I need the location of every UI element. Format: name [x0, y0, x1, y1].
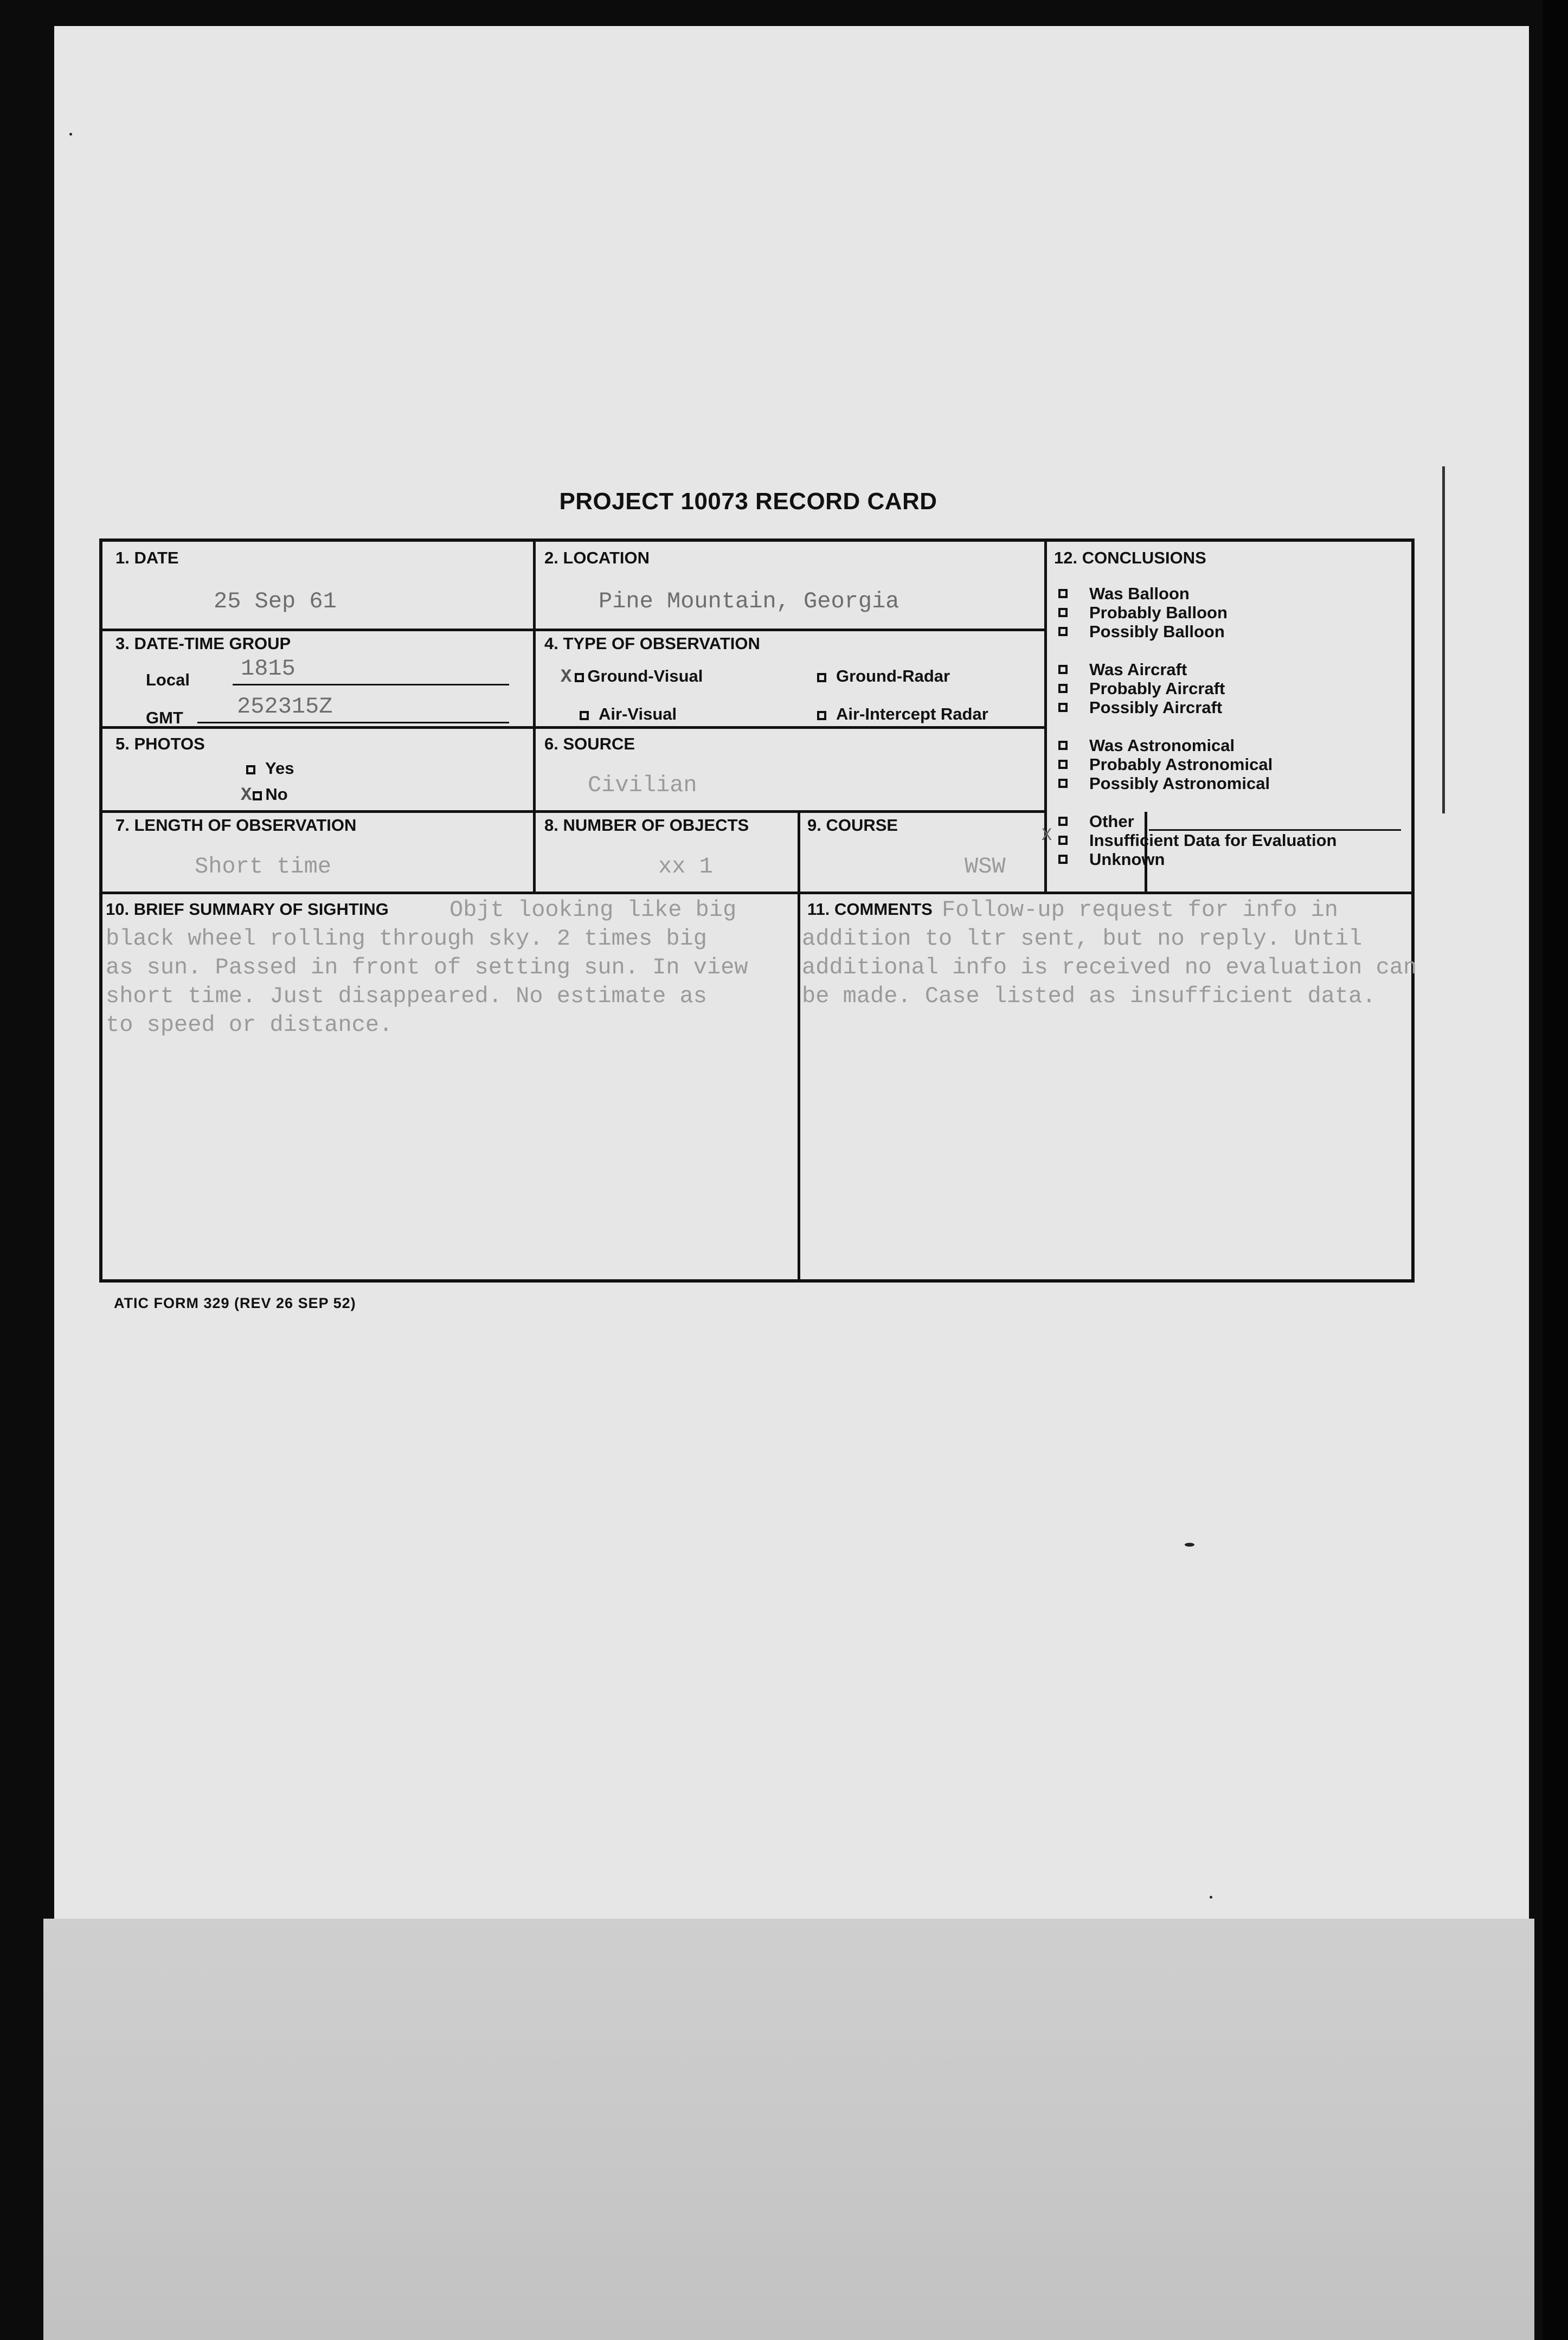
type-of-observation-label: 4. TYPE OF OBSERVATION — [544, 634, 760, 653]
comments-line-4: be made. Case listed as insufficient data. — [802, 983, 1376, 1009]
ground-visual-option — [561, 666, 703, 688]
ground-visual-checkbox — [575, 673, 584, 682]
insufficient-data-check-mark: X — [1042, 825, 1052, 845]
conclusion-probably-aircraft: Probably Aircraft — [1089, 679, 1225, 698]
conclusion-checkbox — [1058, 703, 1068, 712]
local-time-value: 1815 — [241, 656, 295, 682]
local-time-underline — [233, 684, 509, 685]
air-intercept-radar-label: Air-Intercept Radar — [836, 704, 988, 723]
conclusion-checkbox — [1058, 855, 1068, 864]
conclusion-checkbox — [1058, 665, 1068, 674]
card-title: PROJECT 10073 RECORD CARD — [559, 488, 937, 515]
conclusion-was-aircraft: Was Aircraft — [1089, 660, 1187, 679]
conclusion-checkbox — [1058, 779, 1068, 788]
date-label: 1. DATE — [115, 548, 179, 567]
brief-summary-label: 10. BRIEF SUMMARY OF SIGHTING — [106, 900, 389, 919]
comments-label: 11. COMMENTS — [807, 900, 933, 919]
conclusion-checkbox — [1058, 741, 1068, 750]
conclusion-checkbox — [1058, 627, 1068, 636]
conclusion-checkbox — [1058, 760, 1068, 769]
number-of-objects-label: 8. NUMBER OF OBJECTS — [544, 816, 749, 835]
conclusion-possibly-balloon: Possibly Balloon — [1089, 622, 1225, 641]
length-of-observation-label: 7. LENGTH OF OBSERVATION — [115, 816, 357, 835]
conclusion-was-balloon: Was Balloon — [1089, 584, 1190, 603]
air-intercept-radar-checkbox — [817, 711, 826, 720]
dust-speck — [1185, 1543, 1194, 1547]
ground-radar-label: Ground-Radar — [836, 666, 950, 685]
scan-edge-band — [1543, 0, 1568, 2340]
gmt-underline — [197, 722, 509, 723]
conclusion-insufficient-data: Insufficient Data for Evaluation — [1089, 831, 1337, 850]
conclusion-possibly-astronomical: Possibly Astronomical — [1089, 774, 1270, 793]
grid-line — [102, 629, 1045, 631]
grid-line — [798, 812, 800, 1283]
source-label: 6. SOURCE — [544, 734, 635, 753]
conclusion-unknown: Unknown — [1089, 850, 1165, 869]
ground-radar-checkbox — [817, 673, 826, 682]
summary-line-2: black wheel rolling through sky. 2 times big — [106, 926, 707, 952]
course-value: WSW — [965, 854, 1006, 880]
conclusion-checkbox-checked — [1058, 836, 1068, 845]
ground-radar-option — [817, 666, 950, 686]
summary-line-5: to speed or distance. — [106, 1012, 393, 1038]
conclusion-checkbox — [1058, 684, 1068, 693]
gmt-value: 252315Z — [237, 694, 333, 720]
location-label: 2. LOCATION — [544, 548, 650, 567]
length-of-observation-value: Short time — [195, 854, 332, 880]
record-card — [99, 538, 1415, 1283]
conclusion-possibly-aircraft: Possibly Aircraft — [1089, 698, 1223, 717]
air-visual-label: Air-Visual — [599, 704, 677, 723]
source-value: Civilian — [588, 772, 697, 798]
ground-visual-label: Ground-Visual — [587, 666, 703, 685]
dust-speck — [1210, 1896, 1212, 1899]
photos-yes-checkbox — [246, 765, 255, 774]
conclusion-probably-astronomical: Probably Astronomical — [1089, 755, 1273, 774]
conclusion-was-astronomical: Was Astronomical — [1089, 736, 1235, 755]
ground-visual-check-mark: X — [561, 667, 572, 688]
grid-line — [533, 542, 536, 893]
summary-line-4: short time. Just disappeared. No estimate as — [106, 983, 707, 1009]
air-intercept-radar-option — [817, 704, 988, 724]
date-value: 25 Sep 61 — [214, 588, 337, 614]
conclusion-other: Other — [1089, 812, 1134, 831]
grid-line — [102, 892, 1415, 894]
paper-lower-sheet — [43, 1919, 1534, 2340]
air-visual-checkbox — [580, 711, 589, 720]
summary-line-3: as sun. Passed in front of setting sun. In view — [106, 954, 748, 980]
summary-line-1: Objt looking like big — [449, 897, 737, 923]
grid-line — [102, 726, 1045, 729]
local-time-label: Local — [146, 670, 190, 689]
gmt-label: GMT — [146, 708, 183, 727]
photos-yes-label: Yes — [265, 759, 294, 778]
photos-no-option — [241, 785, 288, 806]
conclusion-checkbox — [1058, 608, 1068, 617]
grid-line — [102, 810, 1045, 813]
number-of-objects-value: xx 1 — [658, 854, 713, 880]
form-code: ATIC FORM 329 (REV 26 SEP 52) — [114, 1295, 356, 1311]
photos-no-checkbox — [253, 791, 262, 800]
comments-line-1: Follow-up request for info in — [942, 897, 1338, 923]
conclusion-probably-balloon: Probably Balloon — [1089, 603, 1228, 622]
photos-no-label: No — [265, 785, 288, 804]
location-value: Pine Mountain, Georgia — [599, 588, 899, 614]
date-time-group-label: 3. DATE-TIME GROUP — [115, 634, 291, 653]
photos-yes-option — [246, 759, 294, 778]
comments-line-2: addition to ltr sent, but no reply. Until — [802, 926, 1363, 952]
photos-label: 5. PHOTOS — [115, 734, 205, 753]
photos-no-check-mark: X — [241, 785, 252, 806]
course-label: 9. COURSE — [807, 816, 898, 835]
comments-line-3: additional info is received no evaluation can — [802, 954, 1417, 980]
conclusions-label: 12. CONCLUSIONS — [1054, 548, 1206, 567]
conclusion-checkbox — [1058, 817, 1068, 826]
conclusion-checkbox — [1058, 589, 1068, 598]
dust-speck — [69, 133, 72, 136]
air-visual-option — [580, 704, 677, 724]
paper-edge-line — [1442, 466, 1445, 813]
